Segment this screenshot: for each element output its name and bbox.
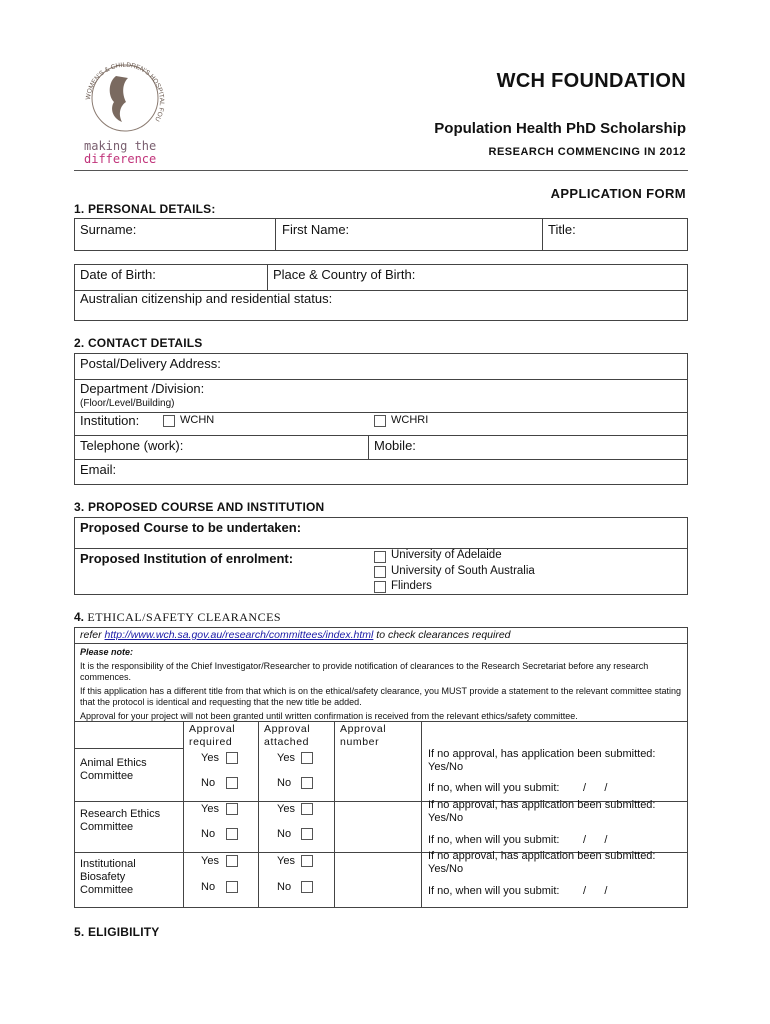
yes-label: Yes [277,803,295,815]
col-approval-required: Approval required [189,723,236,748]
contact-table [74,353,688,485]
course-table [74,517,688,595]
divider [368,435,369,459]
mobile-field[interactable]: Mobile: [374,438,416,453]
divider [75,412,687,413]
foundation-logo [78,48,172,168]
refer-post: to check clearances required [376,629,511,641]
divider [334,721,335,907]
when-submit-label: If no, when will you submit: [428,834,560,846]
section-eligibility-heading: 5. ELIGIBILITY [74,925,160,939]
clearances-link[interactable]: http://www.wch.sa.gov.au/research/committees/index.html [104,629,374,641]
biosafety-required-no-checkbox[interactable] [226,881,238,893]
personal-row-1 [74,218,688,251]
page-title: WCH FOUNDATION [496,70,686,92]
when-submit-label: If no, when will you submit: [428,782,560,794]
refer-pre: refer [80,629,102,641]
submit-date-field[interactable]: / / [583,834,608,846]
flinders-checkbox[interactable] [374,581,386,593]
committee-name: Animal Ethics Committee [80,757,147,782]
page-subtitle: Population Health PhD Scholarship [434,120,686,137]
divider [75,459,687,460]
uni-sa-checkbox[interactable] [374,566,386,578]
committee-name: Research Ethics Committee [80,808,161,833]
no-label: No [277,881,292,893]
yes-label: Yes [277,752,295,764]
ethics-heading-num: 4. [74,610,85,624]
divider [183,721,184,907]
telephone-field[interactable]: Telephone (work): [80,438,184,453]
yes-label: Yes [201,803,219,815]
first-name-field[interactable]: First Name: [282,222,350,237]
header-divider [74,170,688,171]
col-approval-number: Approval number [340,723,387,748]
silhouette-icon [110,76,128,122]
divider [75,435,687,436]
divider [75,721,687,722]
no-label: No [201,777,216,789]
divider [258,721,259,907]
floor-hint: (Floor/Level/Building) [80,398,175,409]
biosafety-attached-yes-checkbox[interactable] [301,855,313,867]
yes-label: Yes [201,855,219,867]
yes-label: Yes [201,752,219,764]
ethics-table [74,627,688,908]
section-personal-heading: 1. PERSONAL DETAILS: [74,202,216,216]
note-3: Approval for your project will not been granted until written confirmation is received from the relevant ethics/safety committee. [80,711,578,721]
ethics-heading-text: ETHICAL/SAFETY CLEARANCES [87,610,282,624]
animal-attached-no-checkbox[interactable] [301,777,313,789]
divider [275,219,276,250]
wchri-label: WCHRI [391,414,429,426]
commencing-note: RESEARCH COMMENCING IN 2012 [488,146,686,158]
submit-date-field[interactable]: / / [583,782,608,794]
logo-tagline-2: difference [84,152,157,166]
yes-label: Yes [277,855,295,867]
submitted-question: If no approval, has application been submitted: Yes/No [428,799,656,824]
note-2: If this application has a different title from that which is on the ethical/safety clearance, you MUST provide a statement to the relevant committee stating that the protocol is identical and requesting that the new title be added. [80,686,681,707]
section-contact-heading: 2. CONTACT DETAILS [74,336,203,350]
col-approval-attached: Approval attached [264,723,311,748]
no-label: No [277,777,292,789]
research-attached-no-checkbox[interactable] [301,828,313,840]
animal-required-yes-checkbox[interactable] [226,752,238,764]
uni-sa-label: University of South Australia [391,565,535,577]
biosafety-attached-no-checkbox[interactable] [301,881,313,893]
proposed-institution-label: Proposed Institution of enrolment: [80,551,294,566]
note-1: It is the responsibility of the Chief Investigator/Researcher to provide notification of clearances to the Research Secretariat before any research commences. [80,661,649,682]
flinders-label: Flinders [391,580,432,592]
section-ethics-heading [74,610,281,625]
no-label: No [201,881,216,893]
no-label: No [277,828,292,840]
department-field[interactable]: Department /Division: [80,381,205,396]
uni-adelaide-label: University of Adelaide [391,549,502,561]
ethics-refer-line [80,629,511,641]
birthplace-field[interactable]: Place & Country of Birth: [273,267,416,282]
submitted-question: If no approval, has application been submitted: Yes/No [428,748,656,773]
surname-field[interactable]: Surname: [80,222,137,237]
animal-required-no-checkbox[interactable] [226,777,238,789]
divider [267,265,268,290]
research-attached-yes-checkbox[interactable] [301,803,313,815]
submit-date-field[interactable]: / / [583,885,608,897]
citizenship-field[interactable]: Australian citizenship and residential status: [80,291,333,306]
note-label: Please note: [80,647,134,657]
divider [542,219,543,250]
personal-row-2 [74,264,688,321]
divider [75,379,687,380]
title-field[interactable]: Title: [548,222,576,237]
animal-attached-yes-checkbox[interactable] [301,752,313,764]
divider [75,748,183,749]
uni-adelaide-checkbox[interactable] [374,551,386,563]
logo-graphic [78,48,172,168]
institution-label: Institution: [80,413,140,428]
research-required-yes-checkbox[interactable] [226,803,238,815]
wchri-checkbox[interactable] [374,415,386,427]
divider [75,548,687,549]
wchn-checkbox[interactable] [163,415,175,427]
committee-name: Institutional Biosafety Committee [80,858,136,896]
logo-ring-text: WOMEN'S & CHILDREN'S HOSPITAL FOU [84,61,166,123]
postal-address-field[interactable]: Postal/Delivery Address: [80,356,221,371]
proposed-course-field[interactable]: Proposed Course to be undertaken: [80,520,302,535]
submitted-question: If no approval, has application been submitted: Yes/No [428,850,656,875]
divider [421,721,422,907]
no-label: No [201,828,216,840]
dob-field[interactable]: Date of Birth: [80,267,156,282]
email-field[interactable]: Email: [80,462,117,477]
biosafety-required-yes-checkbox[interactable] [226,855,238,867]
form-title: APPLICATION FORM [550,186,686,201]
research-required-no-checkbox[interactable] [226,828,238,840]
wchn-label: WCHN [180,414,215,426]
section-course-heading: 3. PROPOSED COURSE AND INSTITUTION [74,500,325,514]
when-submit-label: If no, when will you submit: [428,885,560,897]
divider [75,643,687,644]
logo-tagline-1: making the [84,139,157,153]
